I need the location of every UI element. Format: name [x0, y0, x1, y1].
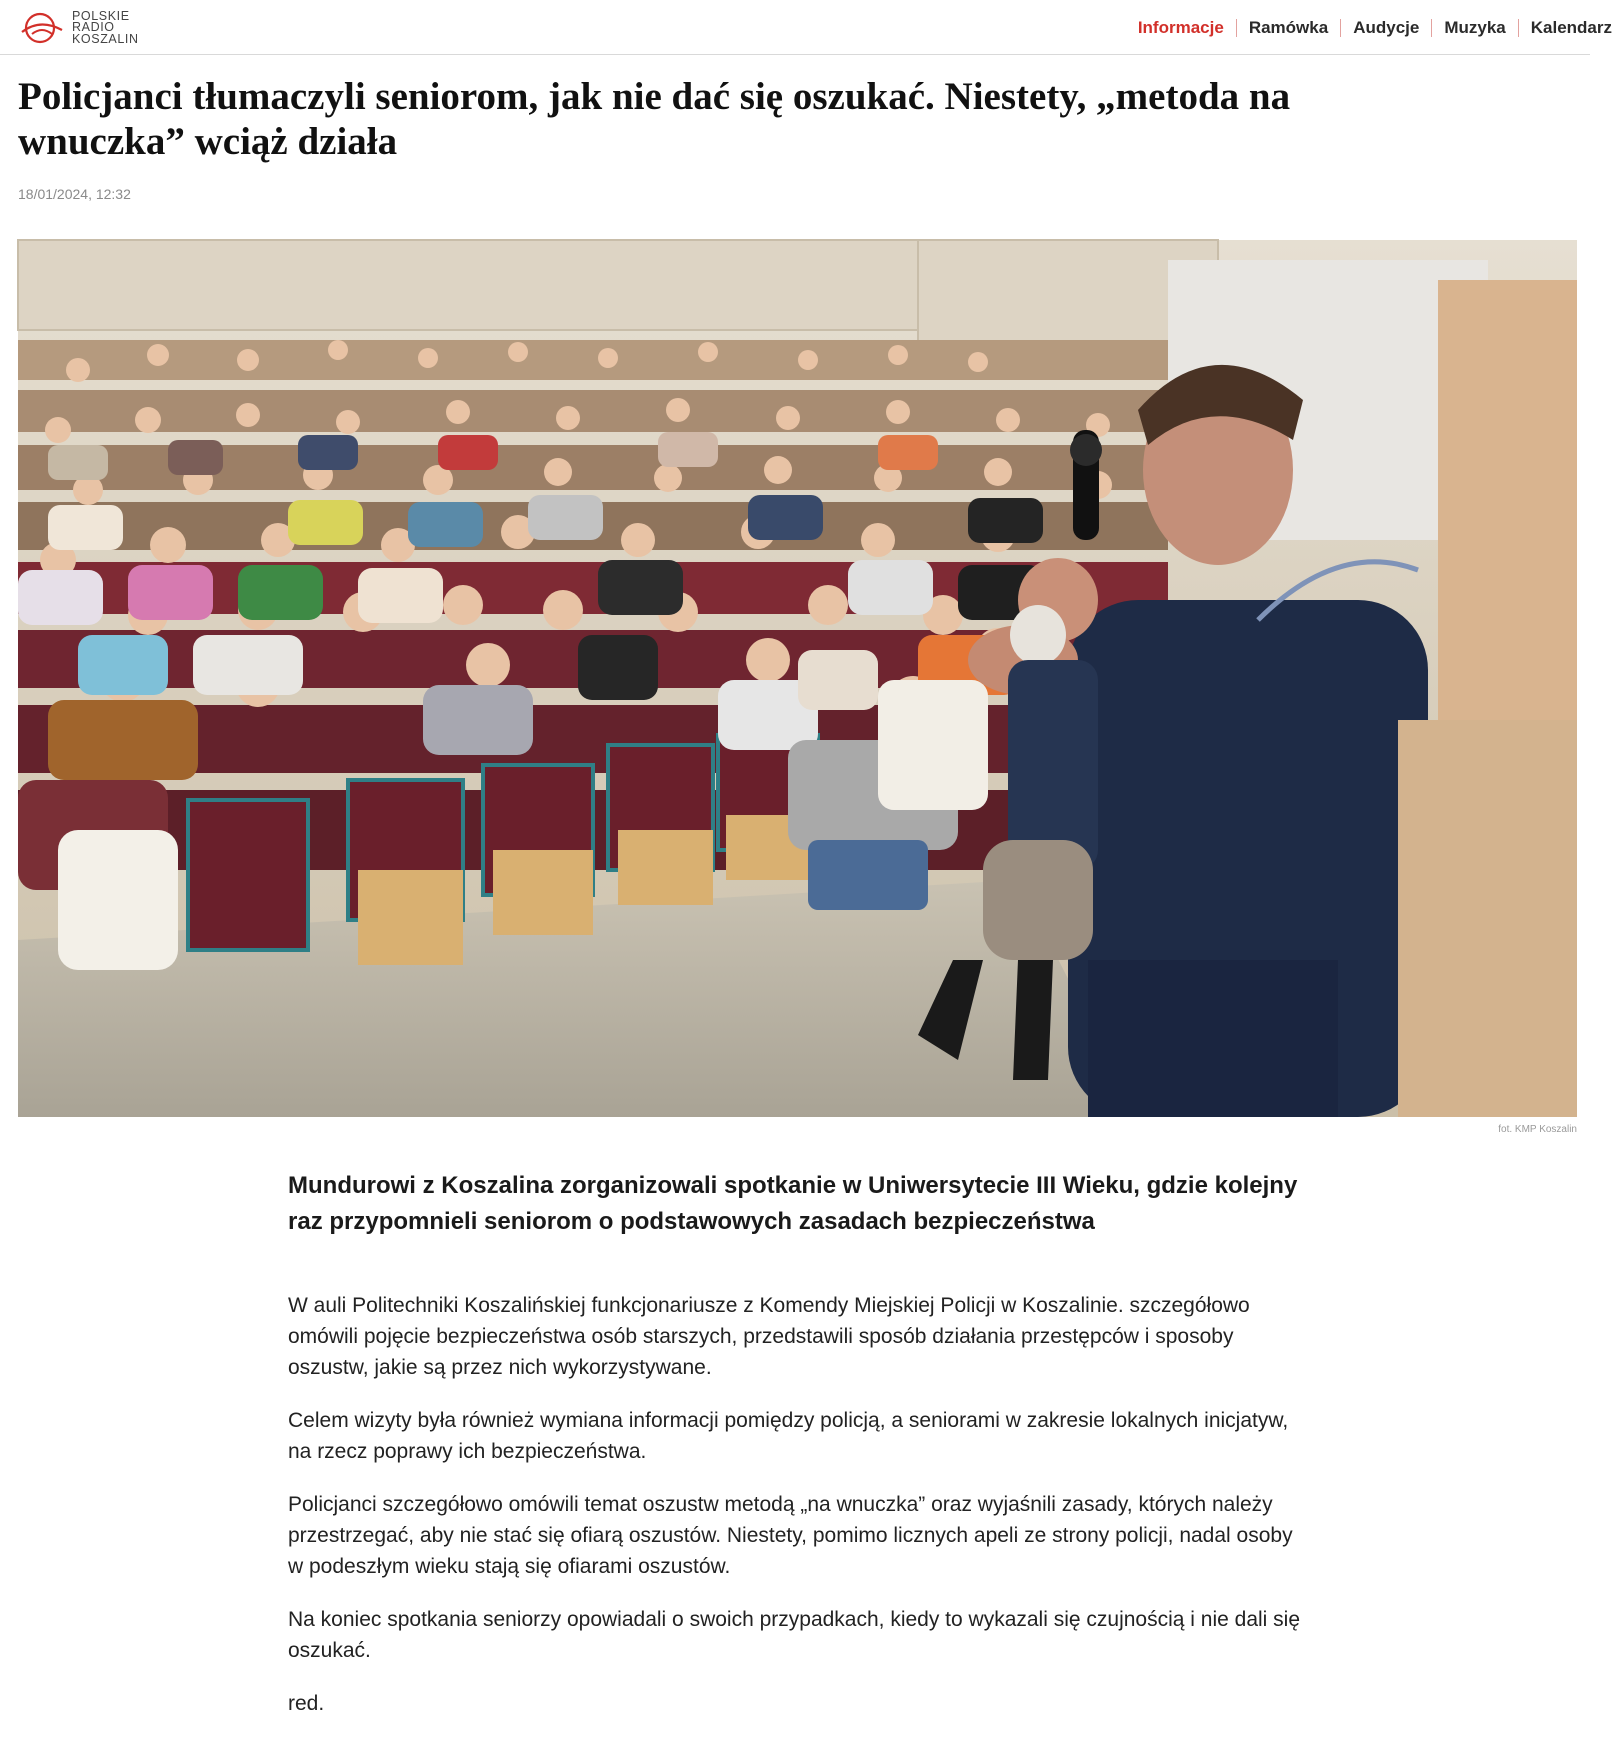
site-logo[interactable]: [18, 8, 139, 48]
main-nav: [1126, 0, 1612, 55]
nav-informacje[interactable]: Informacje: [1137, 17, 1224, 37]
article-title: Policjanci tłumaczyli seniorom, jak nie dać się oszukać. Niestety, „metoda na wnuczka” wciąż działa: [18, 75, 1291, 163]
nav-kalendarz[interactable]: Kalendarz: [1530, 17, 1612, 37]
logo-line-2: RADIO: [72, 20, 115, 35]
logo-line-3: KOSZALIN: [72, 31, 139, 46]
site-header: [0, 0, 1612, 55]
article-paragraph: W auli Politechniki Koszalińskiej funkcjonariusze z Komendy Miejskiej Policji w Koszalinie. szczegółowo omówili pojęcie bezpieczeństwa osób starszych, przedstawili sposób działania przestępców i sposoby oszustw, jakie są przez nich wykorzystywane.: [288, 1294, 1250, 1379]
article-date: 18/01/2024, 12:32: [18, 186, 131, 202]
article-paragraph: Celem wizyty była również wymiana informacji pomiędzy policją, a seniorami w zakresie lokalnych inicjatyw, na rzecz poprawy ich bezpieczeństwa.: [288, 1409, 1289, 1463]
article-paragraph: Na koniec spotkania seniorzy opowiadali o swoich przypadkach, kiedy to wykazali się czujnością i nie dali się oszukać.: [288, 1608, 1301, 1662]
article-signature: red.: [288, 1692, 325, 1715]
article-lead: Mundurowi z Koszalina zorganizowali spotkanie w Uniwersytecie III Wieku, gdzie kolejny raz przypomnieli seniorom o podstawowych zasadach bezpieczeństwa: [288, 1172, 1298, 1235]
logo-wordmark: [72, 8, 139, 46]
nav-audycje[interactable]: Audycje: [1353, 17, 1420, 37]
nav-ramowka[interactable]: Ramówka: [1248, 17, 1329, 37]
photo-credit: fot. KMP Koszalin: [1498, 1124, 1577, 1135]
polskie-radio-logo-icon: [18, 8, 68, 48]
article-photo: [18, 240, 1577, 1117]
logo-line-1: POLSKIE: [72, 8, 130, 23]
article-body: [288, 1290, 1308, 1741]
lecture-hall-photo: [18, 240, 1577, 1117]
article-paragraph: Policjanci szczegółowo omówili temat oszustw metodą „na wnuczka” oraz wyjaśnili zasady, których należy przestrzegać, aby nie stać się ofiarą oszustów. Niestety, pomimo licznych apeli ze strony policji, nadal osoby w podeszłym wieku stają się ofiarami oszustów.: [288, 1493, 1293, 1578]
nav-muzyka[interactable]: Muzyka: [1444, 17, 1506, 37]
